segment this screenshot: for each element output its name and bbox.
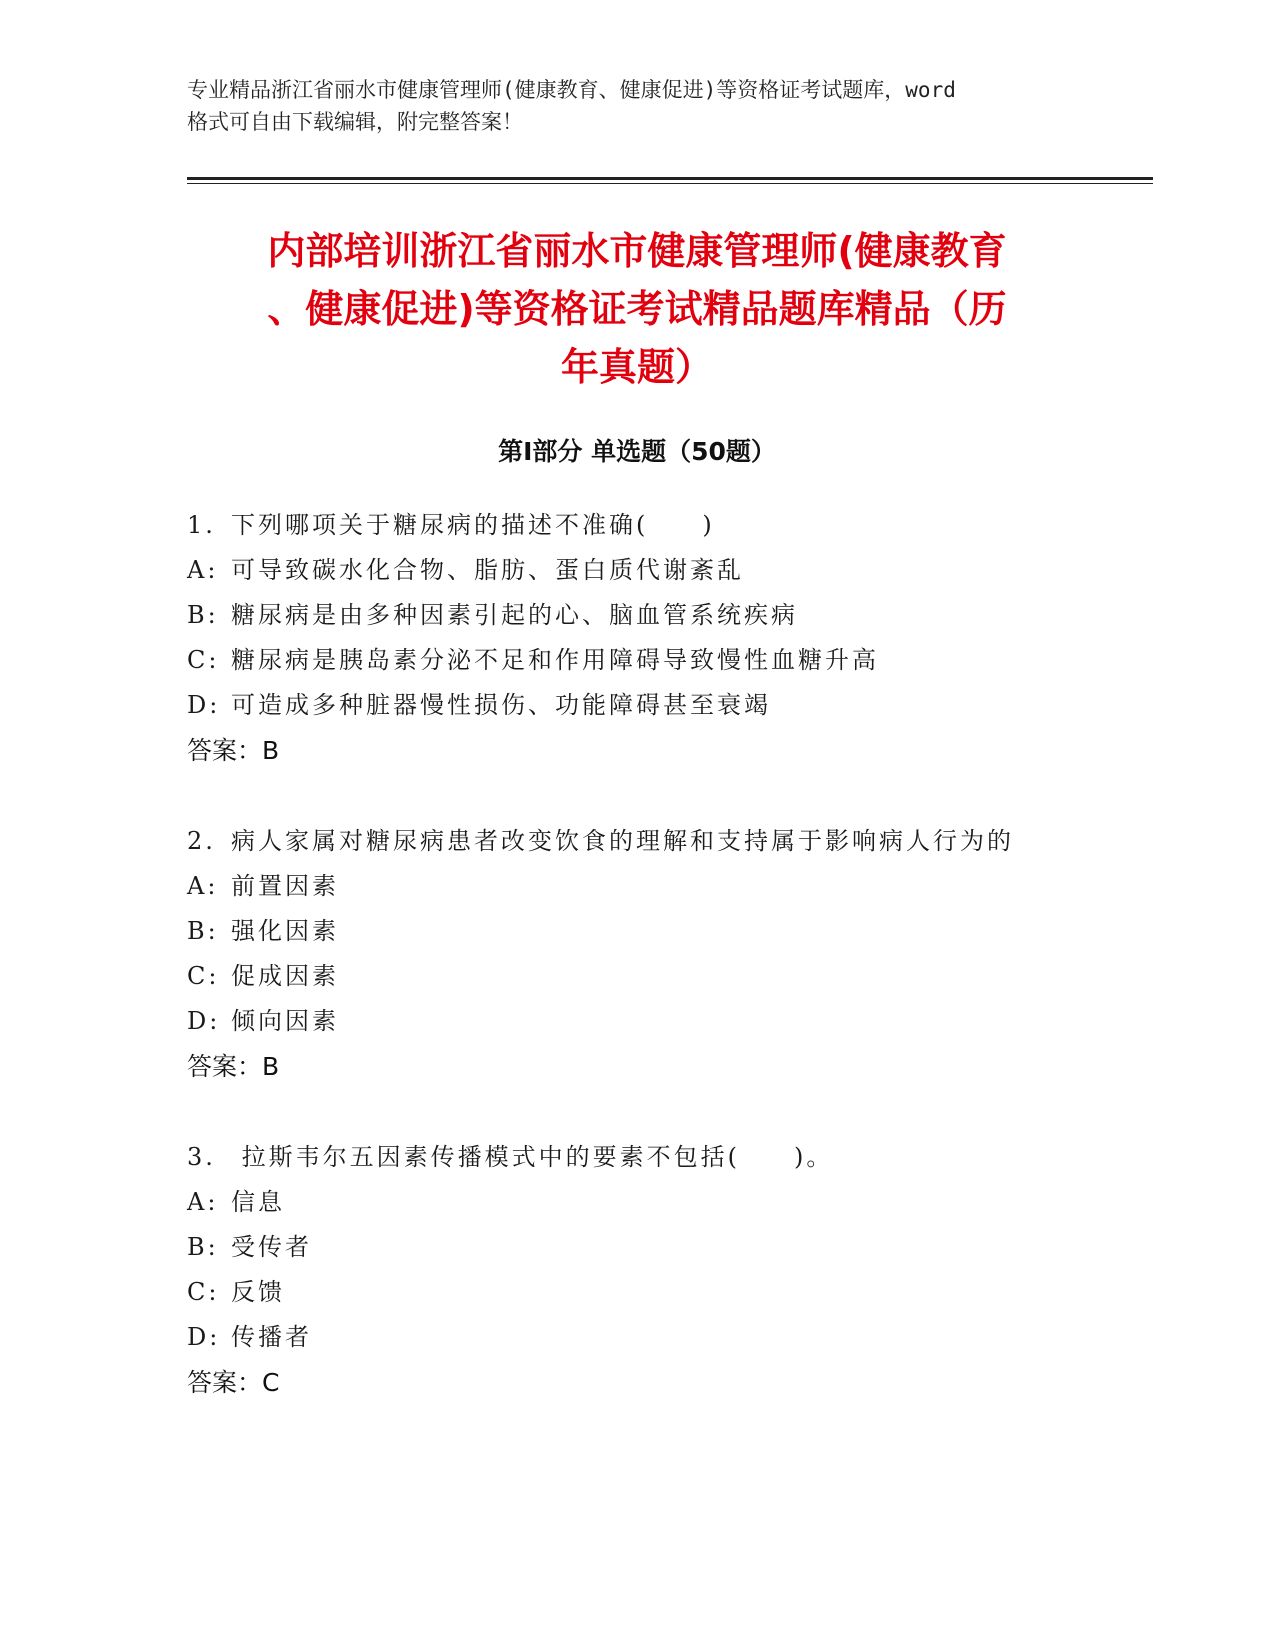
option-letter: A: <box>187 556 219 584</box>
document-title <box>187 222 1087 396</box>
question-2 <box>187 819 1137 1089</box>
option-letter: C: <box>187 646 220 674</box>
question-stem <box>187 819 1137 864</box>
question-text: 拉斯韦尔五因素传播模式中的要素不包括( )。 <box>231 1143 834 1171</box>
option-text: 倾向因素 <box>231 1007 339 1035</box>
header-note <box>187 74 1087 138</box>
option-c <box>187 1270 1137 1315</box>
question-text: 病人家属对糖尿病患者改变饮食的理解和支持属于影响病人行为的 <box>231 827 1014 855</box>
section-title: 第Ⅰ部分 单选题（50题） <box>498 437 776 466</box>
option-d <box>187 999 1137 1044</box>
option-d <box>187 683 1137 728</box>
question-number: 1. <box>187 511 216 539</box>
header-rule-thin <box>187 183 1153 184</box>
option-letter: A: <box>187 872 219 900</box>
option-letter: D: <box>187 1323 221 1351</box>
option-a <box>187 548 1137 593</box>
document-title-line-2: 、健康促进)等资格证考试精品题库精品（历 <box>267 287 1007 331</box>
option-letter: A: <box>187 1188 219 1216</box>
question-number: 2. <box>187 827 216 855</box>
question-text: 下列哪项关于糖尿病的描述不准确( ) <box>231 511 715 539</box>
option-text: 可导致碳水化合物、脂肪、蛋白质代谢紊乱 <box>231 556 744 584</box>
option-b <box>187 909 1137 954</box>
question-number: 3. <box>187 1143 216 1171</box>
option-text: 可造成多种脏器慢性损伤、功能障碍甚至衰竭 <box>231 691 771 719</box>
option-letter: B: <box>187 1233 219 1261</box>
option-b <box>187 1225 1137 1270</box>
option-c <box>187 954 1137 999</box>
option-text: 信息 <box>231 1188 285 1216</box>
question-1 <box>187 503 1137 773</box>
option-text: 糖尿病是由多种因素引起的心、脑血管系统疾病 <box>231 601 798 629</box>
question-3 <box>187 1135 1137 1405</box>
option-letter: C: <box>187 1278 220 1306</box>
option-letter: C: <box>187 962 220 990</box>
answer: 答案：C <box>187 1368 280 1397</box>
option-letter: D: <box>187 691 221 719</box>
header-rule-thick <box>187 177 1153 180</box>
header-note-line-2: 格式可自由下载编辑，附完整答案！ <box>187 110 523 134</box>
option-a <box>187 1180 1137 1225</box>
option-text: 糖尿病是胰岛素分泌不足和作用障碍导致慢性血糖升高 <box>231 646 879 674</box>
option-letter: D: <box>187 1007 221 1035</box>
question-stem <box>187 503 1137 548</box>
option-a <box>187 864 1137 909</box>
option-text: 反馈 <box>231 1278 285 1306</box>
option-b <box>187 593 1137 638</box>
answer: 答案：B <box>187 1052 280 1081</box>
option-d <box>187 1315 1137 1360</box>
option-text: 促成因素 <box>231 962 339 990</box>
option-text: 受传者 <box>231 1233 312 1261</box>
document-title-line-1: 内部培训浙江省丽水市健康管理师(健康教育 <box>267 229 1007 273</box>
answer: 答案：B <box>187 736 280 765</box>
option-c <box>187 638 1137 683</box>
document-title-line-3: 年真题） <box>560 345 713 389</box>
question-stem <box>187 1135 1137 1180</box>
option-text: 前置因素 <box>231 872 339 900</box>
option-text: 传播者 <box>231 1323 312 1351</box>
option-text: 强化因素 <box>231 917 339 945</box>
header-note-line-1: 专业精品浙江省丽水市健康管理师(健康教育、健康促进)等资格证考试题库，word <box>187 78 956 102</box>
option-letter: B: <box>187 917 219 945</box>
option-letter: B: <box>187 601 219 629</box>
